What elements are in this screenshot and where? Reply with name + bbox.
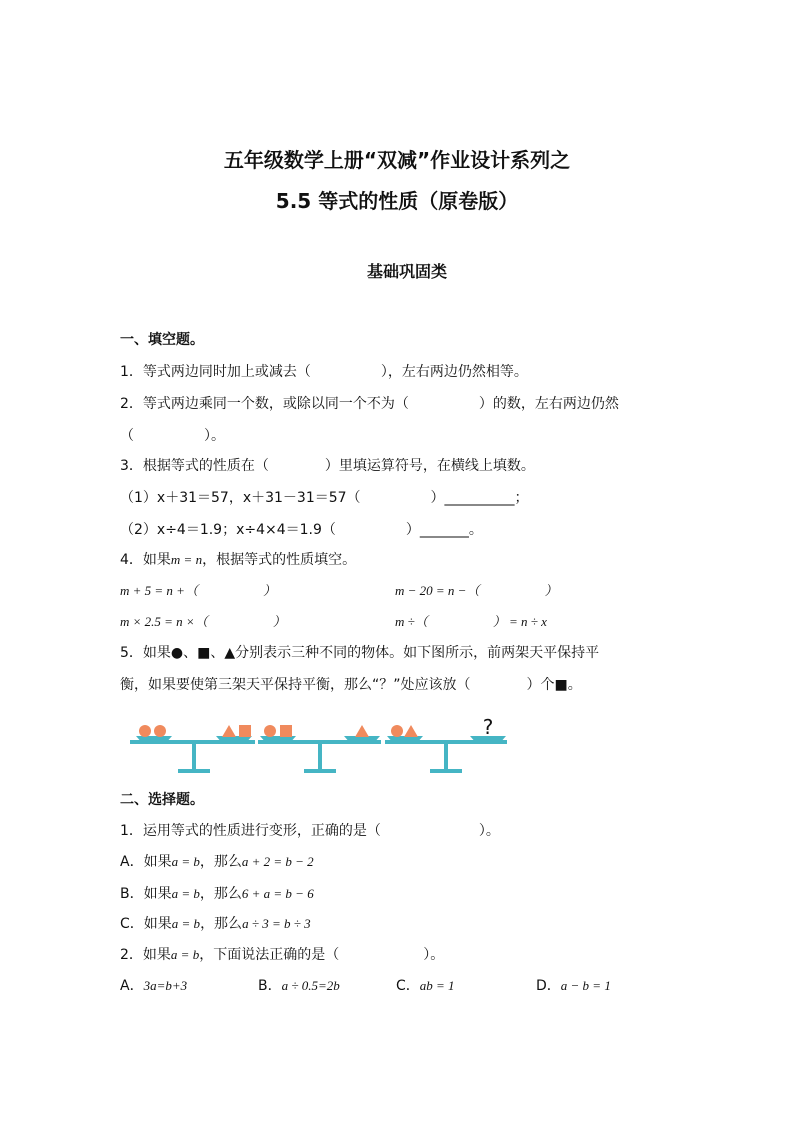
question-2-2-option-b bbox=[258, 976, 340, 996]
option-c-condition: a = b bbox=[171, 916, 201, 931]
question-2-2-option-a bbox=[120, 976, 187, 996]
question-1-3: 3．根据等式的性质在（ ）里填运算符号，在横线上填数。 bbox=[120, 458, 535, 474]
question-1-4-d: m ÷（ ） = n ÷ x bbox=[395, 614, 547, 629]
question-2-2-condition: a = b bbox=[170, 947, 200, 962]
option-b-result: 6 + a = b − 6 bbox=[241, 886, 314, 901]
question-1-5-line-1: 5．如果●、■、▲分别表示三种不同的物体。如下图所示，前两架天平保持平 bbox=[120, 645, 600, 661]
option-a-mid: ，那么 bbox=[199, 854, 242, 870]
question-1-1: 1．等式两边同时加上或减去（ ），左右两边仍然相等。 bbox=[120, 364, 528, 380]
question-1-4-b: m − 20 = n −（ ） bbox=[395, 583, 558, 598]
option-c-result: a ÷ 3 = b ÷ 3 bbox=[242, 916, 311, 931]
option-math: ab = 1 bbox=[419, 978, 455, 993]
triangle-object bbox=[222, 725, 236, 737]
option-math: a ÷ 0.5=2b bbox=[281, 978, 340, 993]
question-1-2-line-2: （ ）。 bbox=[120, 428, 225, 444]
question-1-3-part-2: （2）x÷4＝1.9；x÷4×4＝1.9（ ）_______。 bbox=[120, 522, 483, 538]
option-math: a − b = 1 bbox=[560, 978, 611, 993]
question-1-5-line-2: 衡，如果要使第三架天平保持平衡，那么“？”处应该放（ ）个■。 bbox=[120, 677, 582, 693]
circle-object bbox=[391, 725, 403, 737]
unknown-question-mark: ? bbox=[482, 715, 494, 739]
question-1-4-prefix: 4．如果 bbox=[120, 552, 171, 568]
question-2-2-option-d bbox=[536, 976, 611, 996]
circle-object bbox=[154, 725, 166, 737]
option-b-prefix: B．如果 bbox=[120, 886, 172, 902]
option-a-result: a + 2 = b − 2 bbox=[241, 854, 314, 869]
square-object bbox=[239, 725, 251, 737]
option-c-mid: ，那么 bbox=[200, 916, 243, 932]
question-2-2-option-c bbox=[396, 976, 455, 996]
triangle-object bbox=[355, 725, 369, 737]
title-line-2: 5.5 等式的性质（原卷版） bbox=[275, 189, 519, 213]
question-2-2 bbox=[120, 945, 444, 965]
circle-object bbox=[139, 725, 151, 737]
question-2-2-suffix: ，下面说法正确的是（ ）。 bbox=[199, 947, 445, 963]
option-a-prefix: A．如果 bbox=[120, 854, 172, 870]
question-1-3-part-1: （1）x＋31＝57，x＋31－31＝57（ ）__________； bbox=[120, 490, 529, 506]
square-object bbox=[280, 725, 292, 737]
option-math: 3a=b+3 bbox=[143, 978, 188, 993]
scale-2-post bbox=[318, 744, 322, 770]
option-b-mid: ，那么 bbox=[199, 886, 242, 902]
question-1-2-line-1: 2．等式两边乘同一个数，或除以同一个不为（ ）的数，左右两边仍然 bbox=[120, 396, 619, 412]
question-1-4 bbox=[120, 550, 356, 570]
question-2-2-prefix: 2．如果 bbox=[120, 947, 171, 963]
scale-3-base bbox=[430, 769, 462, 773]
question-1-4-a: m + 5 = n +（ ） bbox=[120, 583, 276, 598]
title-line-1: 五年级数学上册“双减”作业设计系列之 bbox=[223, 148, 571, 172]
option-a-condition: a = b bbox=[171, 854, 200, 869]
balance-scale-1 bbox=[130, 725, 255, 773]
circle-object bbox=[264, 725, 276, 737]
scale-1-post bbox=[192, 744, 196, 770]
balance-scale-2 bbox=[258, 725, 381, 773]
question-1-4-c: m × 2.5 = n ×（ ） bbox=[120, 614, 286, 629]
scale-3-post bbox=[444, 744, 448, 770]
scale-1-base bbox=[178, 769, 210, 773]
question-2-1: 1．运用等式的性质进行变形，正确的是（ ）。 bbox=[120, 823, 500, 839]
balance-scales-figure bbox=[0, 700, 794, 790]
question-2-1-option-b bbox=[120, 884, 314, 904]
option-label: A． bbox=[120, 978, 144, 994]
balance-scale-3 bbox=[385, 715, 507, 773]
triangle-object bbox=[404, 725, 418, 737]
category-heading: 基础巩固类 bbox=[366, 262, 447, 281]
question-2-1-option-a bbox=[120, 852, 314, 872]
question-1-4-condition: m = n bbox=[170, 552, 203, 567]
question-1-4-suffix: ，根据等式的性质填空。 bbox=[202, 552, 357, 568]
question-2-1-option-c bbox=[120, 914, 311, 934]
section-heading-fill-blank: 一、填空题。 bbox=[120, 332, 204, 348]
section-heading-choice: 二、选择题。 bbox=[120, 792, 204, 808]
option-label: D． bbox=[536, 978, 561, 994]
scale-2-base bbox=[304, 769, 336, 773]
option-c-prefix: C．如果 bbox=[120, 916, 172, 932]
option-label: B． bbox=[258, 978, 282, 994]
option-b-condition: a = b bbox=[171, 886, 200, 901]
option-label: C． bbox=[396, 978, 420, 994]
